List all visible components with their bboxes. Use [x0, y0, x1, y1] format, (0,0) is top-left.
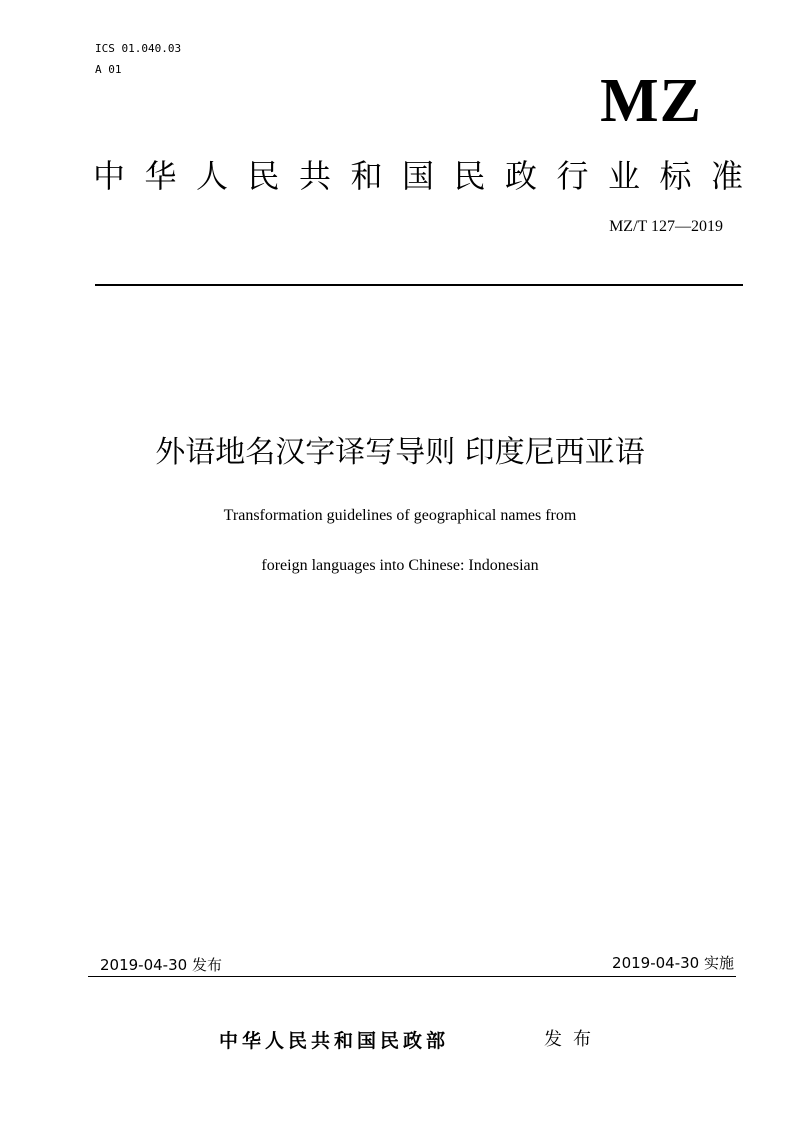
document-title-english-line1: Transformation guidelines of geographical names from [223, 507, 577, 524]
document-title-english-line2: foreign languages into Chinese: Indonesian [261, 557, 539, 574]
mz-logo: MZ [600, 67, 702, 135]
implementation-date: 2019-04-30 实施 [612, 954, 734, 972]
ics-code: ICS 01.040.03 [95, 42, 182, 55]
standard-number: MZ/T 127—2019 [609, 218, 723, 235]
header-divider [95, 284, 743, 286]
standard-type-title: 中华人民共和国民政行业标准 [93, 157, 763, 195]
issuing-authority: 中华人民共和国民政部 [219, 1030, 450, 1052]
ccs-code: A 01 [95, 63, 122, 76]
footer-divider [88, 976, 736, 977]
publish-date: 2019-04-30 发布 [100, 956, 222, 974]
issue-label: 发布 [544, 1029, 602, 1050]
document-title-chinese: 外语地名汉字译写导则 印度尼西亚语 [155, 435, 645, 470]
